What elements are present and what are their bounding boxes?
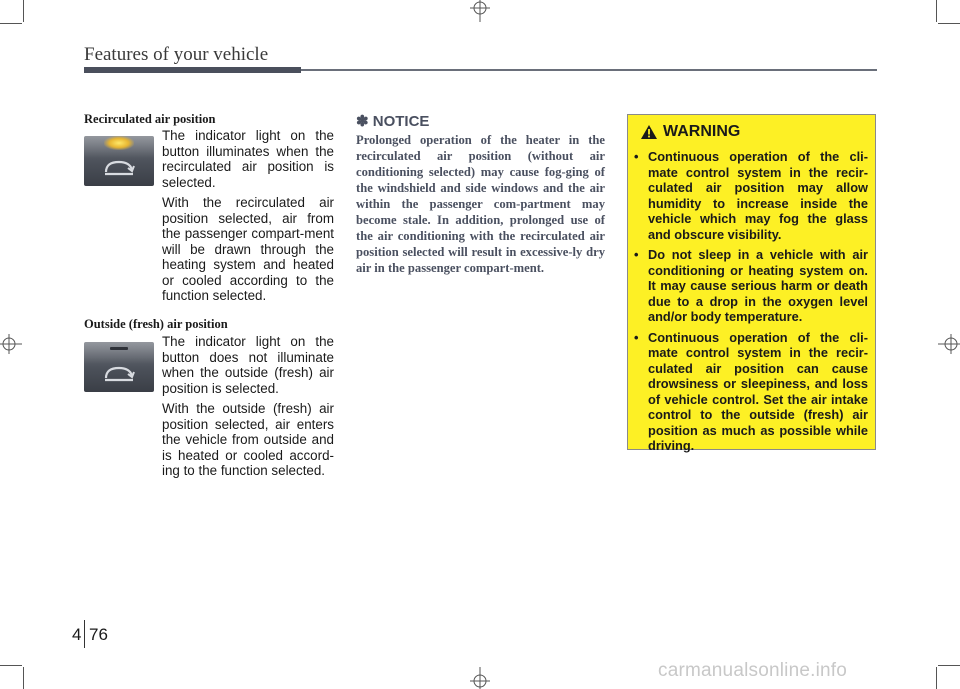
crop-mark (23, 0, 24, 22)
crop-mark (936, 667, 937, 689)
registration-mark-top (466, 0, 494, 24)
bullet: • (634, 247, 639, 262)
list-item (634, 330, 868, 454)
page-number: 76 (89, 625, 108, 644)
indicator-light-on (104, 136, 134, 150)
warning-item-text: Continuous operation of the cli-mate control system in the recir-culated air position may allow humidity to increase inside the vehicle which may fog the glass and obscure visibility. (648, 149, 868, 242)
bullet: • (634, 329, 639, 345)
crop-mark (0, 23, 22, 24)
crop-mark (0, 665, 22, 666)
registration-mark-left (0, 330, 24, 358)
section-title: Features of your vehicle (84, 44, 269, 65)
registration-mark-right (936, 330, 960, 358)
warning-item-text: Do not sleep in a vehicle with air conditioning or heating system on. It may cause serious harm or death due to a drop in the oxygen level and/or body temperature. (648, 247, 868, 324)
notice-body: Prolonged operation of the heater in the recirculated air position (without air conditioning selected) may cause fog-ging of the windshield and side windows and the air within the passenger com-partment may become stale. In addition, prolonged use of the air conditioning with the recirculated air position selected will result in excessive-ly dry air in the passenger compart-ment. (356, 133, 605, 275)
notice-title (356, 112, 429, 130)
bullet: • (634, 149, 639, 164)
header-rule (301, 69, 877, 71)
recirculated-heading: Recirculated air position (84, 112, 216, 126)
warning-title: WARNING (663, 123, 741, 140)
page-number-divider (84, 620, 85, 648)
warning-list (634, 149, 868, 459)
paragraph: The indicator light on the button illuminates when the recirculated air position is selected. (162, 128, 334, 190)
crop-mark (938, 23, 960, 24)
outside-text (162, 334, 334, 479)
crop-mark (23, 667, 24, 689)
outside-heading: Outside (fresh) air position (84, 317, 228, 331)
recirculation-button-unlit-icon (84, 342, 154, 392)
paragraph: With the recirculated air position selected, air from the passenger compart-ment will be drawn through the heating system and heated or cooled according to the function selected. (162, 195, 334, 303)
paragraph: With the outside (fresh) air position selected, air enters the vehicle from outside and is heated or cooled accord-ing to the function selected. (162, 401, 334, 478)
list-item (634, 149, 868, 242)
chapter-number: 4 (72, 625, 82, 644)
recirculation-button-lit-icon (84, 136, 154, 186)
watermark: carmanualsonline.info (658, 660, 848, 681)
warning-triangle-icon (640, 124, 658, 140)
list-item (634, 247, 868, 325)
indicator-light-off (110, 347, 128, 350)
recirculated-text (162, 128, 334, 304)
warning-item-text: Continuous operation of the cli-mate control system in the recir-culated air position can cause drowsiness or sleepiness, and loss of vehicle control. Set the air intake control to the outside (fresh) air position as much as possible while driving. (648, 329, 868, 453)
crop-mark (936, 0, 937, 22)
paragraph: The indicator light on the button does not illuminate when the outside (fresh) air position is selected. (162, 334, 334, 396)
recirculation-arrow-icon (102, 362, 136, 384)
recirculation-arrow-icon (102, 156, 136, 178)
registration-mark-bottom (466, 665, 494, 689)
notice-symbol-icon: ✽ (356, 113, 369, 130)
header-rule-accent (84, 67, 301, 73)
notice-title-text: NOTICE (372, 113, 430, 130)
crop-mark (938, 665, 960, 666)
